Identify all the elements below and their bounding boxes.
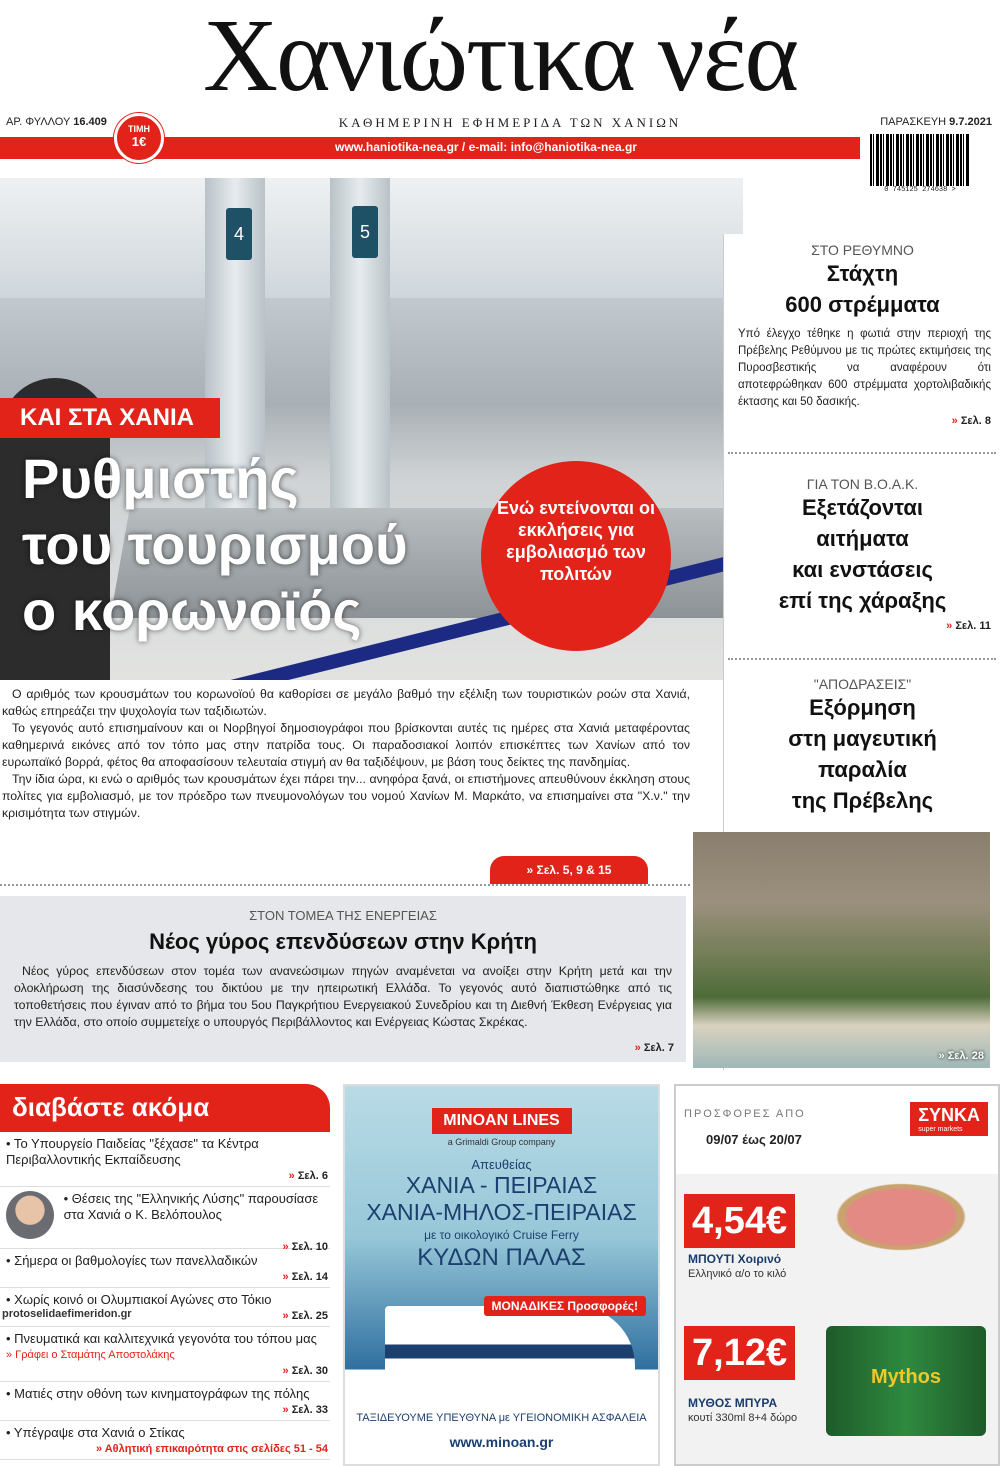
synka-ad[interactable]: ΠΡΟΣΦΟΡΕΣ ΑΠΟ 09/07 έως 20/07 ΣΥΝΚΑ super markets 4,54€ ΜΠΟΥΤΙ Χοιρινό Ελληνικό α/ο το κιλό Mythos 7,12€ ΜΥΘΟΣ ΜΠΥΡΑ κουτί 330ml 8+4 δώρο	[674, 1084, 1000, 1466]
issue-number: ΑΡ. ΦΥΛΛΟΥ 16.409	[6, 116, 107, 128]
synka-logo: ΣΥΝΚΑ super markets	[910, 1102, 988, 1136]
hero-bubble: Ενώ εντείνονται οι εκκλήσεις για εμβολιασμό των πολιτών	[481, 461, 671, 651]
website-link[interactable]: www.haniotika-nea.gr / e-mail: info@haniotika-nea.gr	[335, 140, 637, 154]
newspaper-title: Χανιώτικα νέα	[203, 0, 797, 113]
pork-image	[816, 1181, 986, 1261]
gate-sign: 4	[226, 208, 252, 260]
list-item[interactable]: • Ματιές στην οθόνη των κινηματογράφων της πόλης » Σελ. 33	[0, 1382, 330, 1421]
read-more	[0, 1084, 330, 1466]
issue-date: ΠΑΡΑΣΚΕΥΗ 9.7.2021	[880, 116, 992, 128]
beach-photo	[693, 832, 990, 1068]
minoan-logo: MINOAN LINES	[432, 1108, 572, 1134]
barcode-bars	[870, 134, 970, 186]
lead-paragraph: Το γεγονός αυτό επισημαίνουν και οι Νορβηγοί δημοσιογράφοι που βρίσκονται αυτές τις ημέρες στα Χανιά μεταφέροντας καθημερινά εικόνες από τον τόπο μας στην πατρίδα τους. Οι παραδοσιακοί λοιπόν επισκέπτες των Χανίων από τον ευρωπαϊκό βορρά, φέτος θα αποφασίσουν τελευταία στιγμή αν θα ταξιδέψουν, με βάση τους δείκτες της πανδημίας.	[2, 721, 690, 769]
price-tag: 4,54€	[684, 1194, 795, 1248]
list-item[interactable]: • Το Υπουργείο Παιδείας "ξέχασε" τα Κέντρα Περιβαλλοντικής Εκπαίδευσης » Σελ. 6	[0, 1132, 330, 1187]
energy-headline[interactable]: Νέος γύρος επενδύσεων στην Κρήτη	[149, 929, 537, 954]
price-tag: 7,12€	[684, 1326, 795, 1380]
tagline: ΚΑΘΗΜΕΡΙΝΗ ΕΦΗΜΕΡΙΔΑ ΤΩΝ ΧΑΝΙΩΝ	[338, 115, 682, 130]
divider	[728, 452, 996, 454]
minoan-url[interactable]: www.minoan.gr	[449, 1434, 554, 1450]
minoan-ad[interactable]: MINOAN LINES a Grimaldi Group company Απευθείας ΧΑΝΙΑ - ΠΕΙΡΑΙΑΣ ΧΑΝΙΑ-ΜΗΛΟΣ-ΠΕΙΡΑΙΑΣ με το οικολογικό Cruise Ferry ΚΥΔΩΝ ΠΑΛΑΣ ΜΟΝΑΔΙΚΕΣ Προσφορές! ΤΑΞΙΔΕΥΟΥΜΕ ΥΠΕΥΘΥΝΑ με ΥΓΕΙΟΝΟΜΙΚΗ ΑΣΦΑΛΕΙΑ www.minoan.gr	[343, 1084, 660, 1466]
masthead	[0, 0, 1000, 112]
list-item[interactable]: • Πνευματικά και καλλιτεχνικά γεγονότα του τόπου μας » Γράφει ο Σταμάτης Αποστολάκης » Σελ. 30	[0, 1327, 330, 1382]
energy-page-ref[interactable]: » Σελ. 7	[634, 1042, 674, 1054]
story-headline[interactable]: Εξετάζονται αιτήματα και ενστάσεις επί της χάραξης	[778, 495, 947, 613]
barcode-number: 0 745125 274638 >	[884, 186, 956, 194]
divider	[0, 884, 690, 886]
list-item[interactable]: • Χωρίς κοινό οι Ολυμπιακοί Αγώνες στο Τόκιο » Σελ. 25	[0, 1288, 330, 1327]
price-badge: ΤΙΜΗ 1€	[114, 113, 164, 163]
story-page-ref[interactable]: » Σελ. 11	[946, 620, 991, 632]
ship-illustration	[385, 1306, 635, 1376]
story-voak: ΓΙΑ ΤΟΝ Β.Ο.Α.Κ. Εξετάζονται αιτήματα και ενστάσεις επί της χάραξης » Σελ. 11	[724, 476, 1000, 632]
energy-text: Νέος γύρος επενδύσεων στον τομέα των ανανεώσιμων πηγών αναμένεται να ανοίξει στην Κρήτη μετά και την ολοκλήρωση της διασύνδεσης του δικτύου με την ηπειρωτική Ελλάδα. Το γεγονός αυτό διαπιστώθηκε από τις τοποθετήσεις που έγιναν από το βήμα του 5ου Παγκρήτιου Ενεργειακού Συνεδρίου και τη Διεθνή Έκθεση Ενέργειας για την Ελλάδα, στο οποίο συμμετείχε ο υπουργός Περιβάλλοντος και Ενέργειας Κώστας Σκρέκας.	[14, 964, 672, 1029]
energy-kicker: ΣΤΟΝ ΤΟΜΕΑ ΤΗΣ ΕΝΕΡΓΕΙΑΣ	[249, 908, 437, 923]
hero-kicker: ΚΑΙ ΣΤΑ ΧΑΝΙΑ	[0, 398, 220, 438]
read-more-header: διαβάστε ακόμα	[0, 1084, 330, 1132]
list-item[interactable]: • Σήμερα οι βαθμολογίες των πανελλαδικών » Σελ. 14	[0, 1249, 330, 1288]
story-page-ref[interactable]: » Σελ. 8	[951, 415, 991, 427]
story-headline[interactable]: Εξόρμηση στη μαγευτική παραλία της Πρέβελης	[788, 695, 937, 813]
lead-paragraph: Την ίδια ώρα, κι ενώ ο αριθμός των κρουσμάτων έχει πάρει την... ανηφόρα ξανά, οι επιστήμονες απευθύνουν έκκληση στους πολίτες για εμβολιασμό, με τον πρόεδρο των πνευμονολόγων του νομού Χανίων Μ. Μαρκάτο, να επισημαίνει στα "Χ.ν." την κρισιμότητα των στιγμών.	[2, 772, 690, 820]
lead-article	[0, 686, 690, 822]
watermark: protoselidaefimeridon.gr	[2, 1308, 132, 1320]
hero-headline[interactable]: Ρυθμιστής του τουρισμού ο κορωνοϊός	[22, 447, 408, 642]
beer-image: Mythos	[826, 1326, 986, 1436]
barcode	[870, 134, 970, 204]
lead-paragraph: Ο αριθμός των κρουσμάτων του κορωνοϊού θα καθορίσει σε μεγάλο βαθμό την εξέλιξη των τουριστικών ροών στα Χανιά, καθώς επηρεάζει την ψυχολογία των ταξιδιωτών.	[2, 687, 690, 718]
gate-sign: 5	[352, 206, 378, 258]
list-item[interactable]: • Υπέγραψε στα Χανιά ο Στίκας » Αθλητική επικαιρότητα στις σελίδες 51 - 54	[0, 1421, 330, 1460]
story-page-ref[interactable]: » Σελ. 28	[938, 1050, 984, 1062]
energy-article	[0, 896, 686, 1062]
story-preveli: "ΑΠΟΔΡΑΣΕΙΣ" Εξόρμηση στη μαγευτική παραλία της Πρέβελης	[724, 676, 1000, 816]
lead-page-ref[interactable]: » Σελ. 5, 9 & 15	[490, 856, 648, 884]
story-headline[interactable]: Στάχτη 600 στρέμματα	[785, 261, 940, 317]
story-rethymno: ΣΤΟ ΡΕΘΥΜΝΟ Στάχτη 600 στρέμματα Υπό έλεγχο τέθηκε η φωτιά στην περιοχή της Πρέβελης Ρεθύμνου με τις πρώτες εκτιμήσεις της Πυροσβεστικής να αναφέρουν ότι αποτεφρώθηκαν 600 στρέμματα χορτολιβαδικής έκτασης και 50 δασικής. » Σελ. 8	[724, 242, 1000, 427]
divider	[728, 658, 996, 660]
list-item[interactable]: • Θέσεις της "Ελληνικής Λύσης" παρουσίασε στα Χανιά ο Κ. Βελόπουλος » Σελ. 10	[0, 1187, 330, 1249]
avatar	[6, 1191, 54, 1239]
synka-header: ΠΡΟΣΦΟΡΕΣ ΑΠΟ 09/07 έως 20/07 ΣΥΝΚΑ super markets	[676, 1086, 998, 1174]
offer-badge: ΜΟΝΑΔΙΚΕΣ Προσφορές!	[484, 1296, 646, 1316]
